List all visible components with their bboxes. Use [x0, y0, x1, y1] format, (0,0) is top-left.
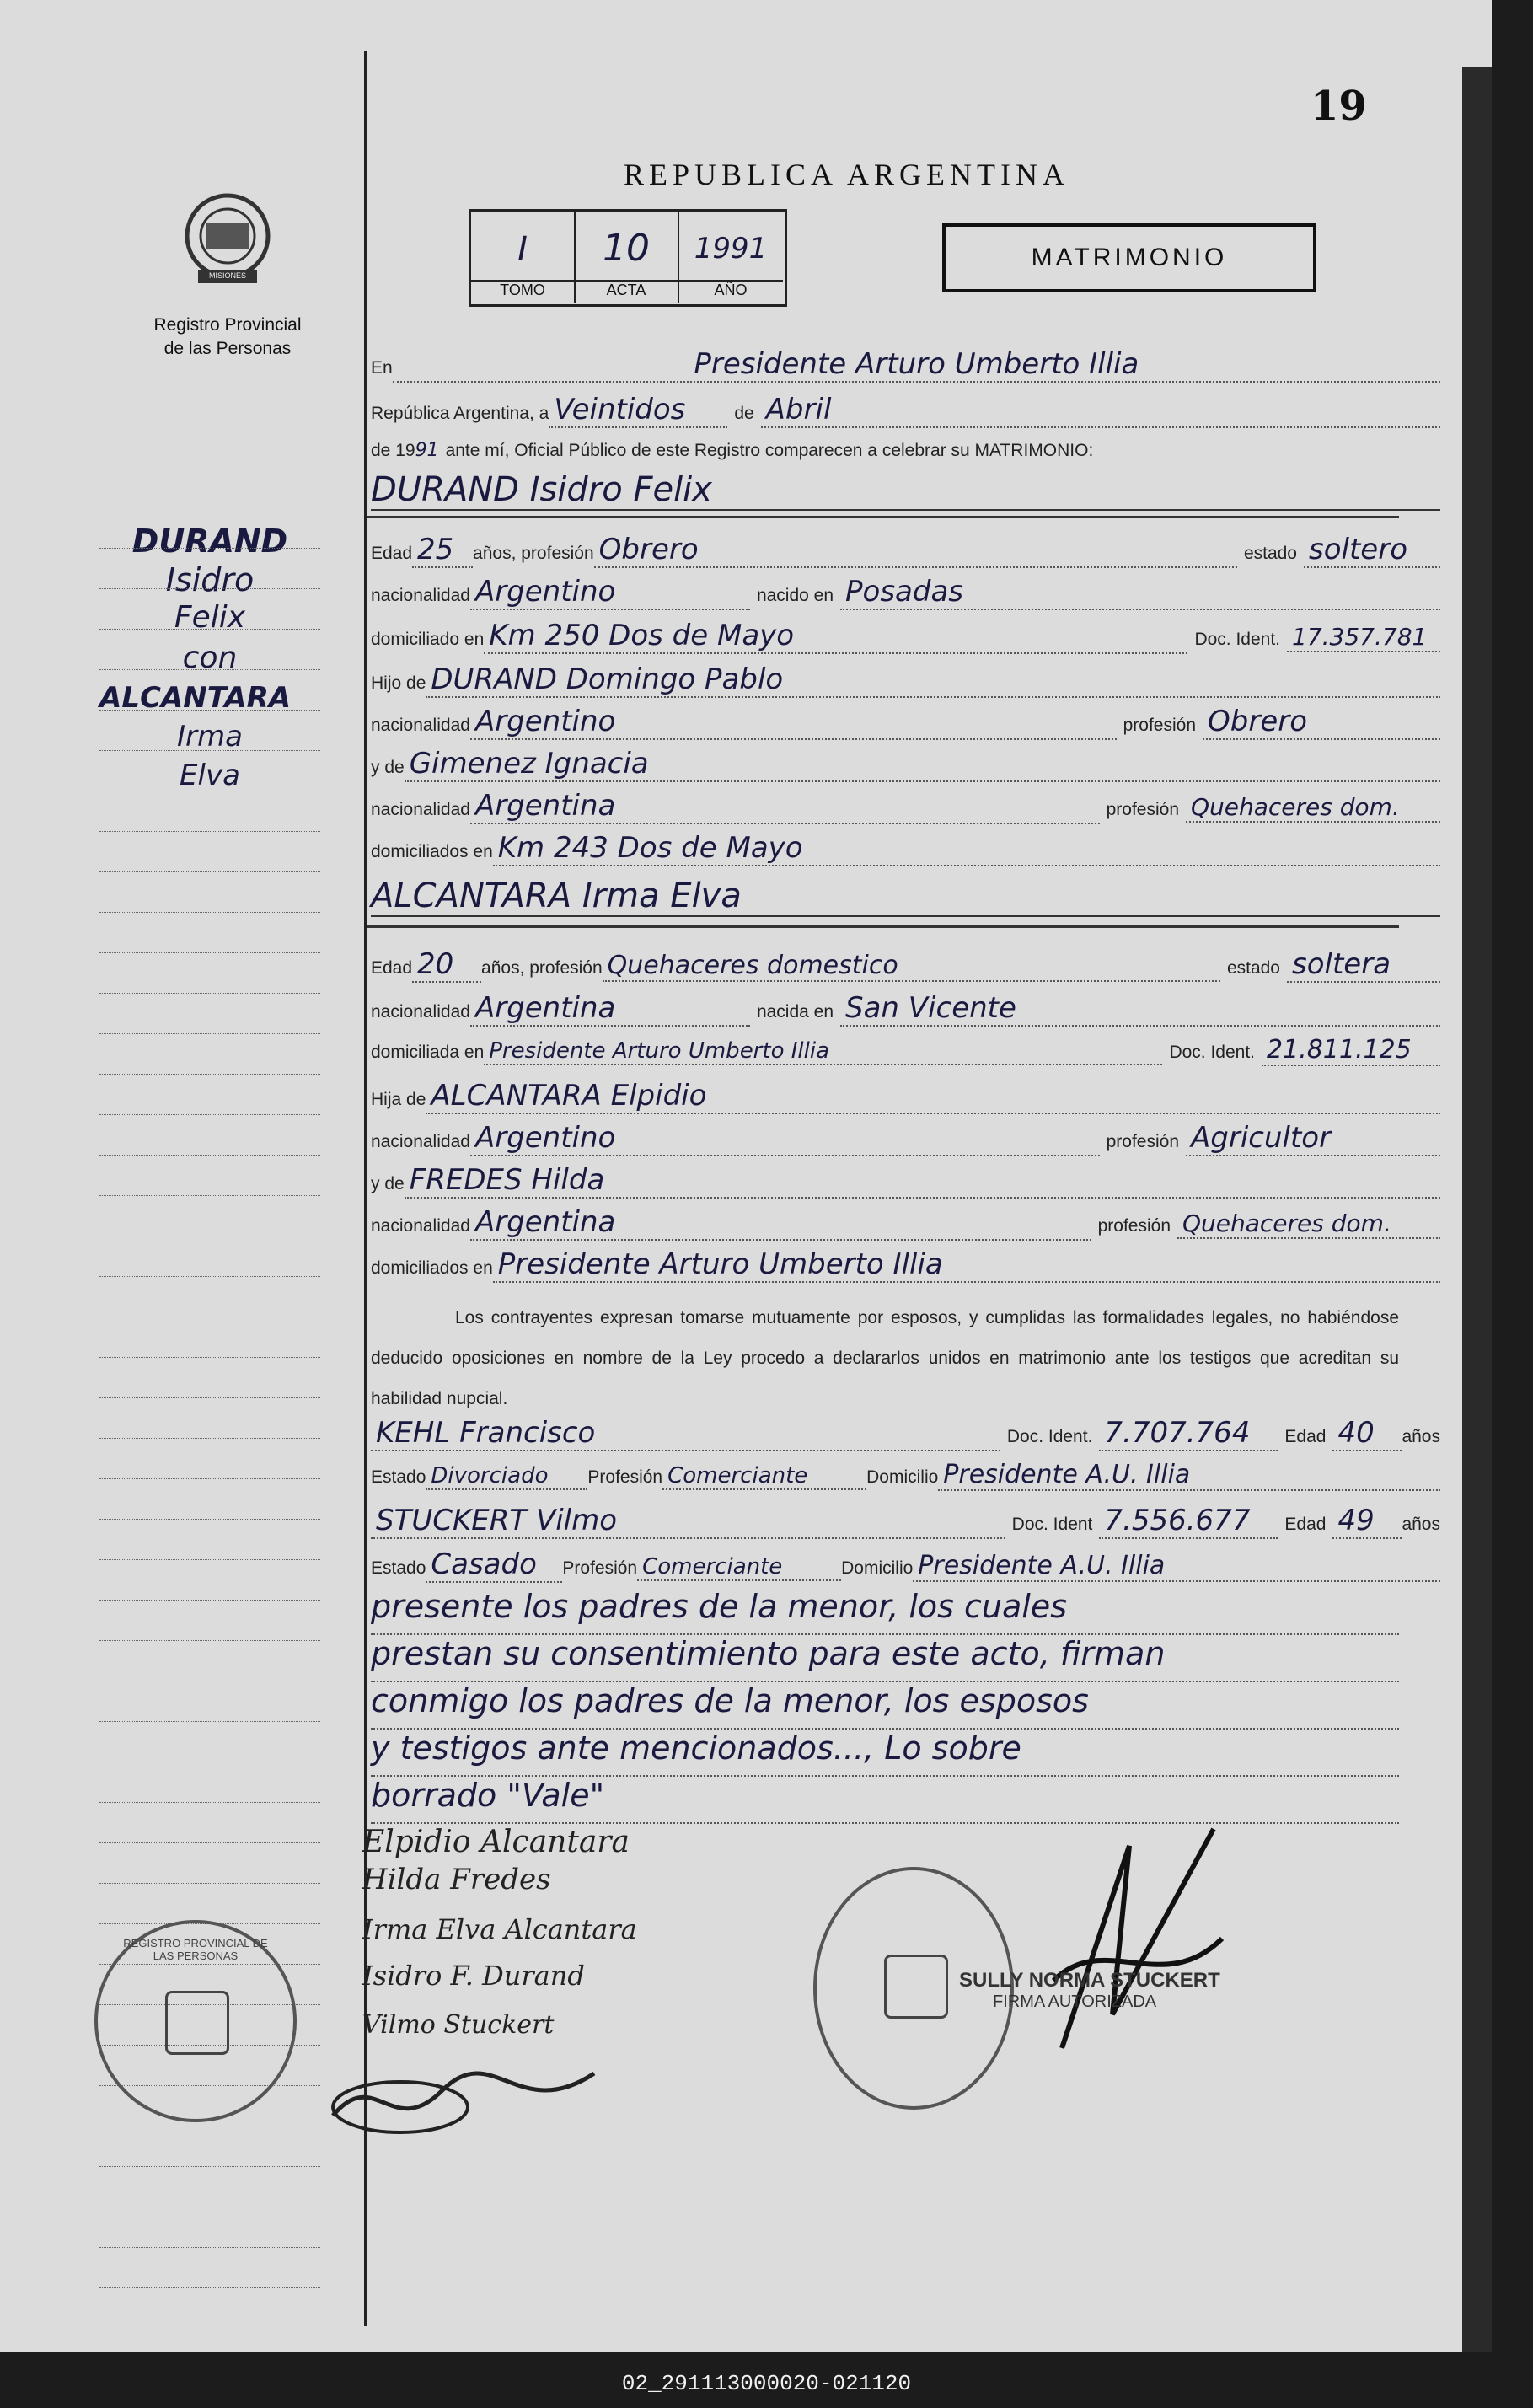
margin-ruled-line	[99, 1842, 320, 1843]
yde-label: y de	[371, 758, 405, 777]
month-value: Abril	[761, 393, 1440, 428]
witness1-age: 40	[1332, 1416, 1402, 1451]
margin-ruled-line	[99, 2247, 320, 2248]
bride-full-name: ALCANTARA Irma Elva	[371, 877, 1440, 917]
groom-profession: Obrero	[594, 533, 1237, 568]
note-line: prestan su consentimiento para este acto, firman	[371, 1635, 1399, 1682]
margin-ruled-line	[99, 912, 320, 913]
edad-label: Edad	[1284, 1515, 1327, 1534]
witness1-doc: 7.707.764	[1099, 1416, 1278, 1451]
edad-label: Edad	[371, 544, 413, 563]
ano-label: AÑO	[678, 280, 783, 299]
margin-ruled-line	[99, 1114, 320, 1115]
notes-block	[371, 1588, 1399, 1824]
margin-ruled-line	[99, 710, 320, 711]
bride-father-nationality: Argentino	[470, 1121, 1100, 1156]
margin-name: Irma	[177, 720, 243, 754]
nacionalidad-label: nacionalidad	[371, 716, 470, 735]
groom-doc: 17.357.781	[1287, 623, 1440, 652]
profesion-label: Profesión	[587, 1467, 663, 1487]
domiciliados-label: domiciliados en	[371, 1258, 493, 1278]
tomo-value: I	[517, 230, 528, 269]
domiciliados-label: domiciliados en	[371, 842, 493, 861]
witness2-details-row	[371, 1547, 1440, 1583]
bride-mother-row	[371, 1163, 1440, 1199]
witness1-name: KEHL Francisco	[371, 1416, 1000, 1451]
witness2-doc: 7.556.677	[1099, 1504, 1278, 1539]
official-name: SULLY NORMA STUCKERT	[959, 1969, 1220, 1992]
domicilio-label: Domicilio	[841, 1558, 914, 1578]
republica-label: República Argentina, a	[371, 404, 549, 423]
bride-father-profession: Agricultor	[1186, 1121, 1440, 1156]
intro-place-row	[371, 347, 1440, 383]
day-value: Veintidos	[549, 393, 727, 428]
bride-profession: Quehaceres domestico	[603, 951, 1220, 982]
acta-value: 10	[603, 227, 650, 270]
en-label: En	[371, 358, 393, 378]
tomo-label: TOMO	[471, 280, 574, 299]
groom-nationality: Argentino	[470, 575, 750, 610]
groom-mother: Gimenez Ignacia	[405, 747, 1440, 782]
margin-ruled-line	[99, 629, 320, 630]
margin-ruled-line	[99, 1155, 320, 1156]
margin-name: Isidro	[165, 561, 255, 598]
groom-mother-nat-row	[371, 789, 1440, 824]
doc-label: Doc. Ident.	[1169, 1043, 1255, 1062]
margin-ruled-line	[99, 1883, 320, 1884]
tomo-cell	[471, 212, 576, 303]
nacido-label: nacido en	[756, 586, 834, 605]
estado-label: estado	[1226, 958, 1280, 978]
bride-mother: FREDES Hilda	[405, 1163, 1440, 1199]
bride-address: Presidente Arturo Umberto Illia	[484, 1038, 1162, 1065]
bride-mother-nationality: Argentina	[470, 1205, 1091, 1241]
bride-father-row	[371, 1079, 1440, 1114]
witness1-status: Divorciado	[426, 1463, 587, 1490]
hija-label: Hija de	[371, 1090, 426, 1109]
domiciliado-label: domiciliado en	[371, 630, 485, 649]
doc-label: Doc. Ident.	[1194, 630, 1280, 649]
groom-father-nat-row	[371, 705, 1440, 740]
seal-label: MISIONES	[208, 271, 246, 280]
doc-label: Doc. Ident	[1011, 1515, 1093, 1534]
groom-nationality-row	[371, 575, 1440, 610]
signature: Vilmo Stuckert	[362, 2010, 555, 2040]
domicilio-label: Domicilio	[866, 1467, 939, 1487]
margin-ruled-line	[99, 1478, 320, 1479]
margin-ruled-line	[99, 548, 320, 549]
margin-ruled-line	[99, 588, 320, 589]
margin-ruled-line	[99, 1195, 320, 1196]
estado-label: estado	[1243, 544, 1297, 563]
page-edge	[1462, 67, 1492, 2352]
groom-age-row	[371, 533, 1440, 568]
bride-nationality: Argentina	[470, 991, 750, 1027]
nacionalidad-label: nacionalidad	[371, 1002, 470, 1022]
profesion-label: profesión	[1106, 1132, 1179, 1151]
witness1-address: Presidente A.U. Illia	[938, 1460, 1440, 1491]
note-line: conmigo los padres de la menor, los esposos	[371, 1682, 1399, 1730]
bride-status: soltera	[1287, 947, 1440, 983]
registrar-signature-scribble	[1028, 1812, 1239, 2065]
margin-ruled-line	[99, 1559, 320, 1560]
de-label: de	[734, 404, 754, 423]
acta-cell	[575, 212, 679, 303]
domiciliada-label: domiciliada en	[371, 1043, 485, 1062]
stamp-text: REGISTRO PROVINCIAL DE LAS PERSONAS	[123, 1937, 268, 1962]
bride-parents-address-row	[371, 1247, 1440, 1283]
bride-age: 20	[412, 947, 481, 983]
official-name-stamp	[959, 1969, 1220, 2012]
profesion-label: Profesión	[562, 1558, 638, 1578]
margin-ruled-line	[99, 750, 320, 751]
signature: Isidro F. Durand	[362, 1960, 585, 1992]
bride-name-row	[371, 877, 1440, 917]
margin-ruled-line	[99, 952, 320, 953]
witness2-address: Presidente A.U. Illia	[913, 1551, 1440, 1582]
nacionalidad-label: nacionalidad	[371, 1132, 470, 1151]
margin-ruled-line	[99, 1600, 320, 1601]
signature: Irma Elva Alcantara	[362, 1913, 637, 1945]
section-divider	[367, 516, 1399, 518]
signature: Elpidio Alcantara	[362, 1825, 630, 1859]
margin-ruled-line	[99, 1033, 320, 1034]
stamp-emblem-icon	[884, 1955, 948, 2019]
groom-parents-address: Km 243 Dos de Mayo	[493, 831, 1440, 866]
bride-birthplace: San Vicente	[840, 991, 1440, 1027]
year-suffix: 91	[415, 440, 439, 461]
estado-label: Estado	[371, 1467, 426, 1487]
witness2-row	[371, 1504, 1440, 1539]
nacionalidad-label: nacionalidad	[371, 1216, 470, 1236]
margin-name: Felix	[174, 600, 246, 635]
margin-ruled-line	[99, 1519, 320, 1520]
margin-name: Elva	[180, 759, 240, 792]
groom-mother-row	[371, 747, 1440, 782]
bride-address-row	[371, 1035, 1440, 1066]
intro-date-row	[371, 393, 1440, 428]
ano-value: 1991	[694, 232, 768, 265]
nacionalidad-label: nacionalidad	[371, 586, 470, 605]
record-number-box	[469, 209, 787, 307]
witness2-name: STUCKERT Vilmo	[371, 1504, 1005, 1539]
registry-name: Registro Provincial de las Personas	[153, 315, 302, 358]
section-divider	[367, 925, 1399, 928]
groom-address: Km 250 Dos de Mayo	[484, 619, 1187, 654]
yde-label: y de	[371, 1174, 405, 1193]
profesion-label: profesión	[1097, 1216, 1171, 1236]
margin-ruled-line	[99, 993, 320, 994]
margin-ruled-line	[99, 1397, 320, 1398]
margin-ruled-line	[99, 1074, 320, 1075]
provincial-registry-stamp	[94, 1920, 297, 2122]
margin-ruled-line	[99, 1357, 320, 1358]
groom-mother-nationality: Argentina	[470, 789, 1100, 824]
page-number: 19	[1311, 83, 1367, 130]
groom-address-row	[371, 619, 1440, 654]
anos-label: años	[1402, 1515, 1440, 1534]
margin-ruled-line	[99, 1438, 320, 1439]
scan-footer-code: 02_291113000020-021120	[621, 2371, 912, 2396]
groom-father: DURAND Domingo Pablo	[426, 662, 1440, 698]
intro-year-row	[371, 440, 1440, 461]
margin-ruled-line	[99, 871, 320, 872]
margin-ruled-line	[99, 1721, 320, 1722]
margin-name: con	[182, 641, 238, 675]
place-value: Presidente Arturo Umberto Illia	[393, 347, 1440, 383]
document-title: REPUBLICA ARGENTINA	[624, 158, 1070, 191]
groom-father-profession: Obrero	[1203, 705, 1440, 740]
edad-label: Edad	[371, 958, 413, 978]
bride-mother-profession: Quehaceres dom.	[1177, 1209, 1440, 1239]
official-title: FIRMA AUTORIZADA	[993, 1992, 1157, 2011]
ano-cell	[678, 212, 783, 303]
margin-ruled-line	[99, 2287, 320, 2288]
witness2-status: Casado	[426, 1547, 562, 1583]
record-type-box	[942, 223, 1316, 292]
note-line: y testigos ante mencionados..., Lo sobre	[371, 1730, 1399, 1777]
bride-mother-nat-row	[371, 1205, 1440, 1241]
profesion-label: profesión	[1106, 800, 1179, 819]
margin-name: ALCANTARA	[99, 681, 292, 715]
margin-ruled-line	[99, 1802, 320, 1803]
bride-age-row	[371, 947, 1440, 983]
margin-ruled-line	[99, 669, 320, 670]
groom-status: soltero	[1304, 533, 1440, 568]
edad-label: Edad	[1284, 1427, 1327, 1446]
anos-profesion-label: años, profesión	[473, 544, 594, 563]
witness1-details-row	[371, 1460, 1440, 1491]
witness1-row	[371, 1416, 1440, 1451]
margin-ruled-line	[99, 1276, 320, 1277]
signature: Hilda Fredes	[362, 1863, 551, 1896]
bride-father: ALCANTARA Elpidio	[426, 1079, 1440, 1114]
bride-parents-address: Presidente Arturo Umberto Illia	[493, 1247, 1440, 1283]
margin-ruled-line	[99, 831, 320, 832]
record-type: MATRIMONIO	[1031, 244, 1228, 271]
de19-label: de 19	[371, 441, 415, 460]
declaration-text: ante mí, Oficial Público de este Registro comparecen a celebrar su MATRIMONIO:	[445, 441, 1094, 460]
note-line: borrado "Vale"	[371, 1777, 1399, 1824]
estado-label: Estado	[371, 1558, 426, 1578]
groom-age: 25	[412, 533, 473, 568]
bride-nationality-row	[371, 991, 1440, 1027]
groom-father-nationality: Argentino	[470, 705, 1117, 740]
bride-father-nat-row	[371, 1121, 1440, 1156]
groom-parents-address-row	[371, 831, 1440, 866]
note-line: presente los padres de la menor, los cuales	[371, 1588, 1399, 1635]
bride-doc: 21.811.125	[1262, 1035, 1440, 1066]
anos-profesion-label: años, profesión	[481, 958, 603, 978]
margin-name: DURAND	[131, 523, 288, 560]
groom-full-name: DURAND Isidro Felix	[371, 470, 1440, 511]
anos-label: años	[1402, 1427, 1440, 1446]
witness2-profession: Comerciante	[637, 1554, 841, 1581]
witness1-profession: Comerciante	[662, 1463, 866, 1490]
acta-label: ACTA	[575, 280, 678, 299]
hijo-label: Hijo de	[371, 673, 426, 693]
stamp-emblem-icon	[165, 1991, 229, 2055]
margin-names	[99, 523, 320, 797]
nacionalidad-label: nacionalidad	[371, 800, 470, 819]
profesion-label: profesión	[1123, 716, 1196, 735]
groom-mother-profession: Quehaceres dom.	[1186, 793, 1440, 823]
groom-father-row	[371, 662, 1440, 698]
groom-name-row	[371, 470, 1440, 511]
witness2-age: 49	[1332, 1504, 1402, 1539]
official-signature-scribble	[324, 2048, 603, 2149]
nacida-label: nacida en	[756, 1002, 834, 1022]
margin-ruled-line	[99, 2166, 320, 2167]
marriage-statement: Los contrayentes expresan tomarse mutuamente por esposos, y cumplidas las formalidades legales, no habiéndose deducido oposiciones en nombre de la Ley procedo a declararlos unidos en matrimonio ante los testigos que acreditan su habilidad nupcial.	[371, 1308, 1399, 1408]
groom-birthplace: Posadas	[840, 575, 1440, 610]
margin-ruled-line	[99, 1640, 320, 1641]
doc-label: Doc. Ident.	[1006, 1427, 1093, 1446]
